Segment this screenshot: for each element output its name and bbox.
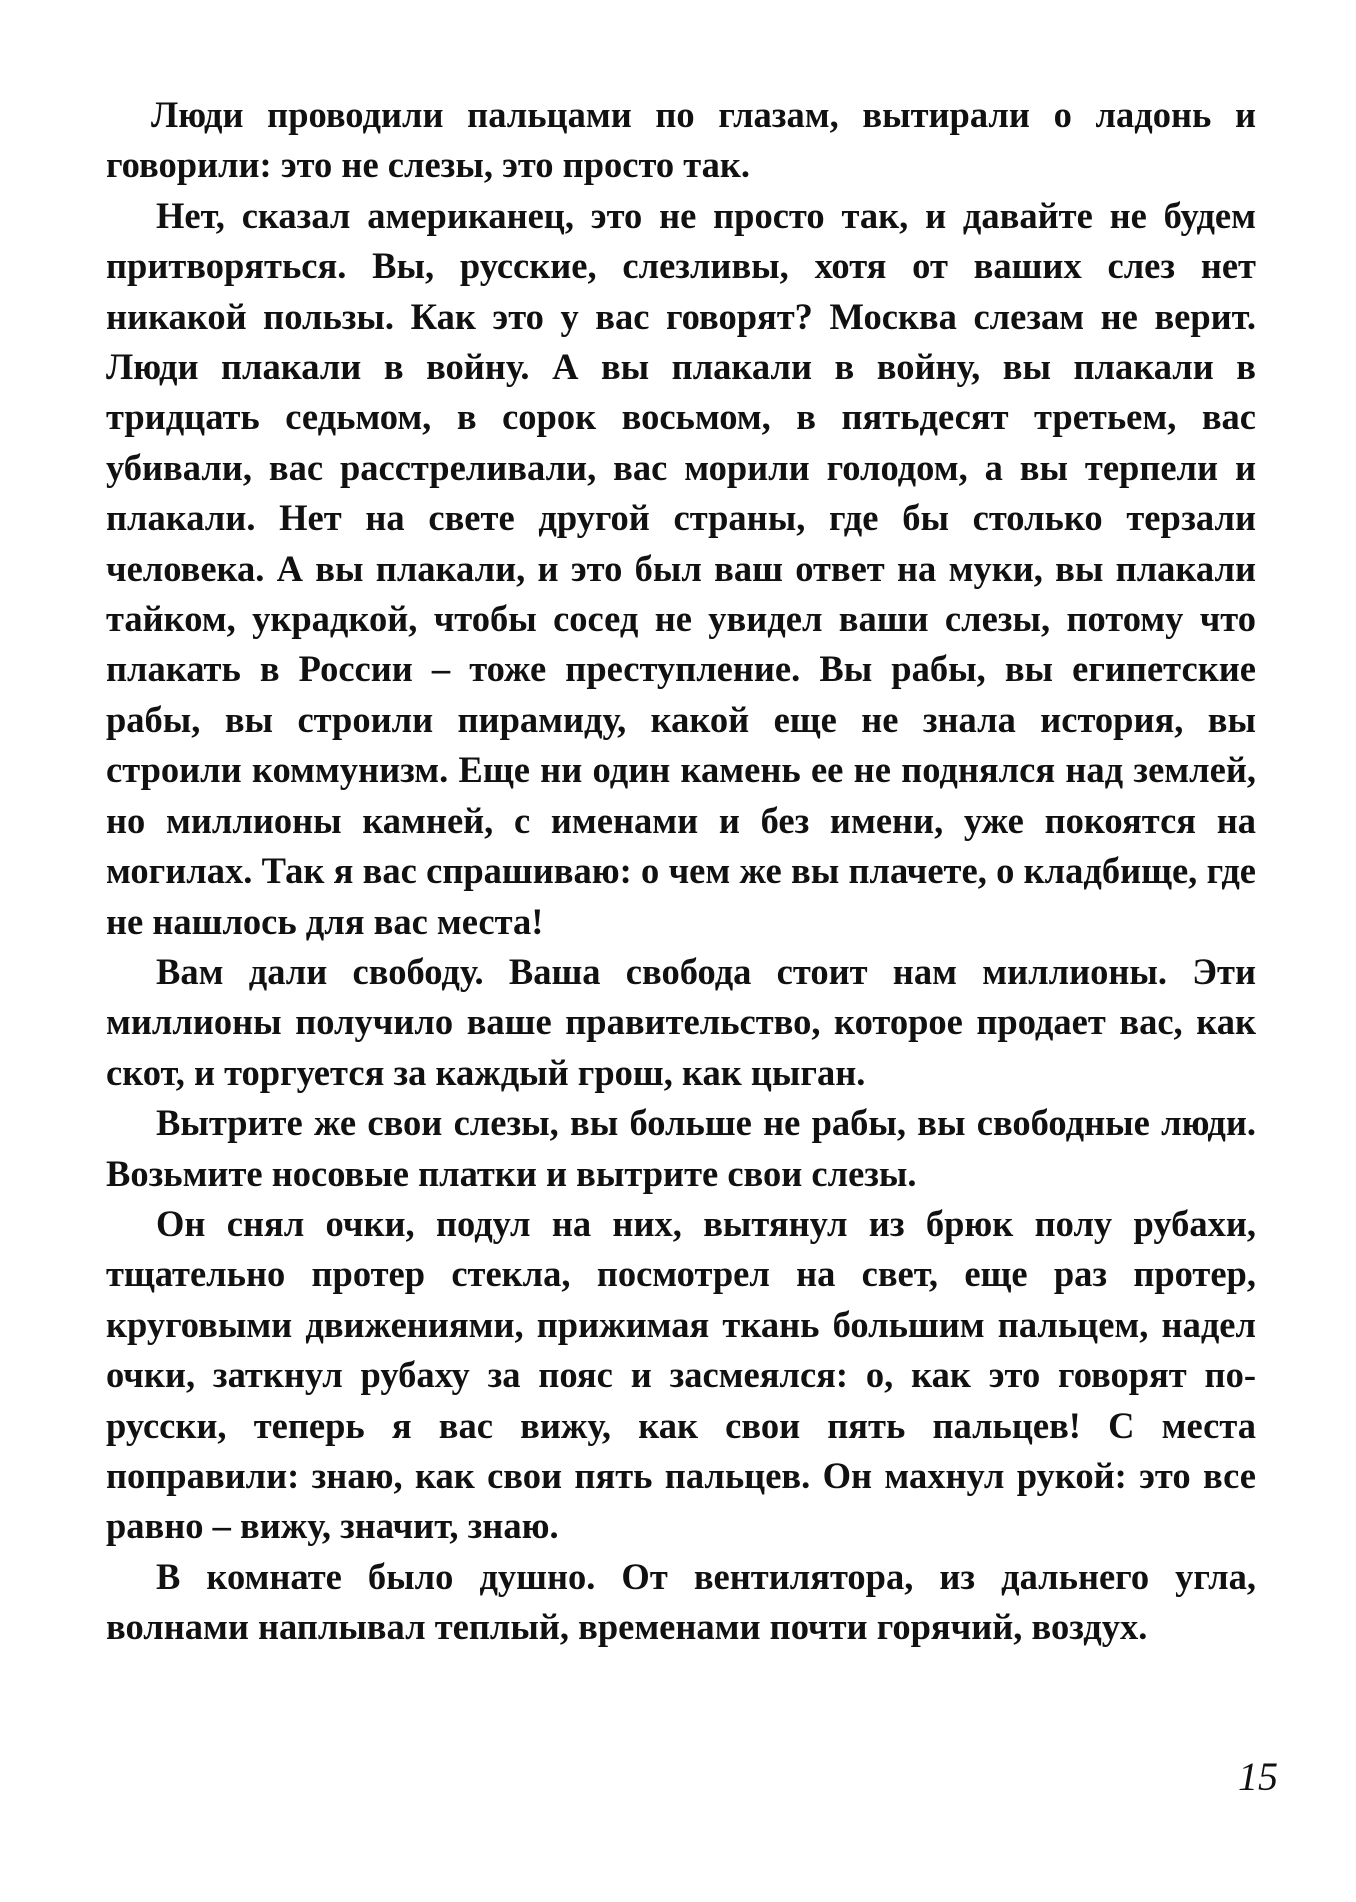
paragraph: Вытрите же свои слезы, вы больше не рабы, вы свободные люди. Возьмите носовые платки и вытрите свои слезы. — [106, 1102, 1256, 1194]
body-text — [106, 90, 1256, 1653]
paragraph: Он снял очки, подул на них, вытянул из брюк полу рубахи, тщательно протер стекла, посмотрел на свет, еще раз протер, круговыми движениями, прижимая ткань большим пальцем, надел очки, заткнул рубаху за пояс и засмеялся: о, как это говорят по-русски, теперь я вас вижу, как свои пять пальцев! С места поправили: знаю, как свои пять пальцев. Он махнул рукой: это все равно – вижу, значит, знаю. — [106, 1202, 1256, 1547]
paragraph: Нет, сказал американец, это не просто так, и давайте не будем притворяться. Вы, русские, слезливы, хотя от ваших слез нет никакой пользы. Как это у вас говорят? Москва слезам не верит. Люди плакали в войну. А вы плакали в войну, вы плакали в тридцать седьмом, в сорок восьмом, в пятьдесят третьем, вас убивали, вас расстреливали, вас морили голодом, а вы терпели и плакали. Нет на свете другой страны, где бы столько терзали человека. А вы плакали, и это был ваш ответ на муки, вы плакали тайком, украдкой, чтобы сосед не увидел ваши слезы, потому что плакать в России – тоже преступление. Вы рабы, вы египетские рабы, вы строили пирамиду, какой еще не знала история, вы строили коммунизм. Еще ни один камень ее не поднялся над землей, но миллионы камней, с именами и без имени, уже покоятся на могилах. Так я вас спрашиваю: о чем же вы плачете, о кладбище, где не нашлось для вас места! — [106, 194, 1256, 942]
paragraph: Люди проводили пальцами по глазам, вытирали о ладонь и говорили: это не слезы, это просто так. — [106, 94, 1256, 186]
paragraph: Вам дали свободу. Ваша свобода стоит нам миллионы. Эти миллионы получило ваше правительство, которое продает вас, как скот, и торгуется за каждый грош, как цыган. — [106, 950, 1256, 1093]
page-number: 15 — [1238, 1754, 1278, 1799]
paragraph: В комнате было душно. От вентилятора, из дальнего угла, волнами наплывал теплый, временами почти горячий, воздух. — [106, 1555, 1256, 1648]
